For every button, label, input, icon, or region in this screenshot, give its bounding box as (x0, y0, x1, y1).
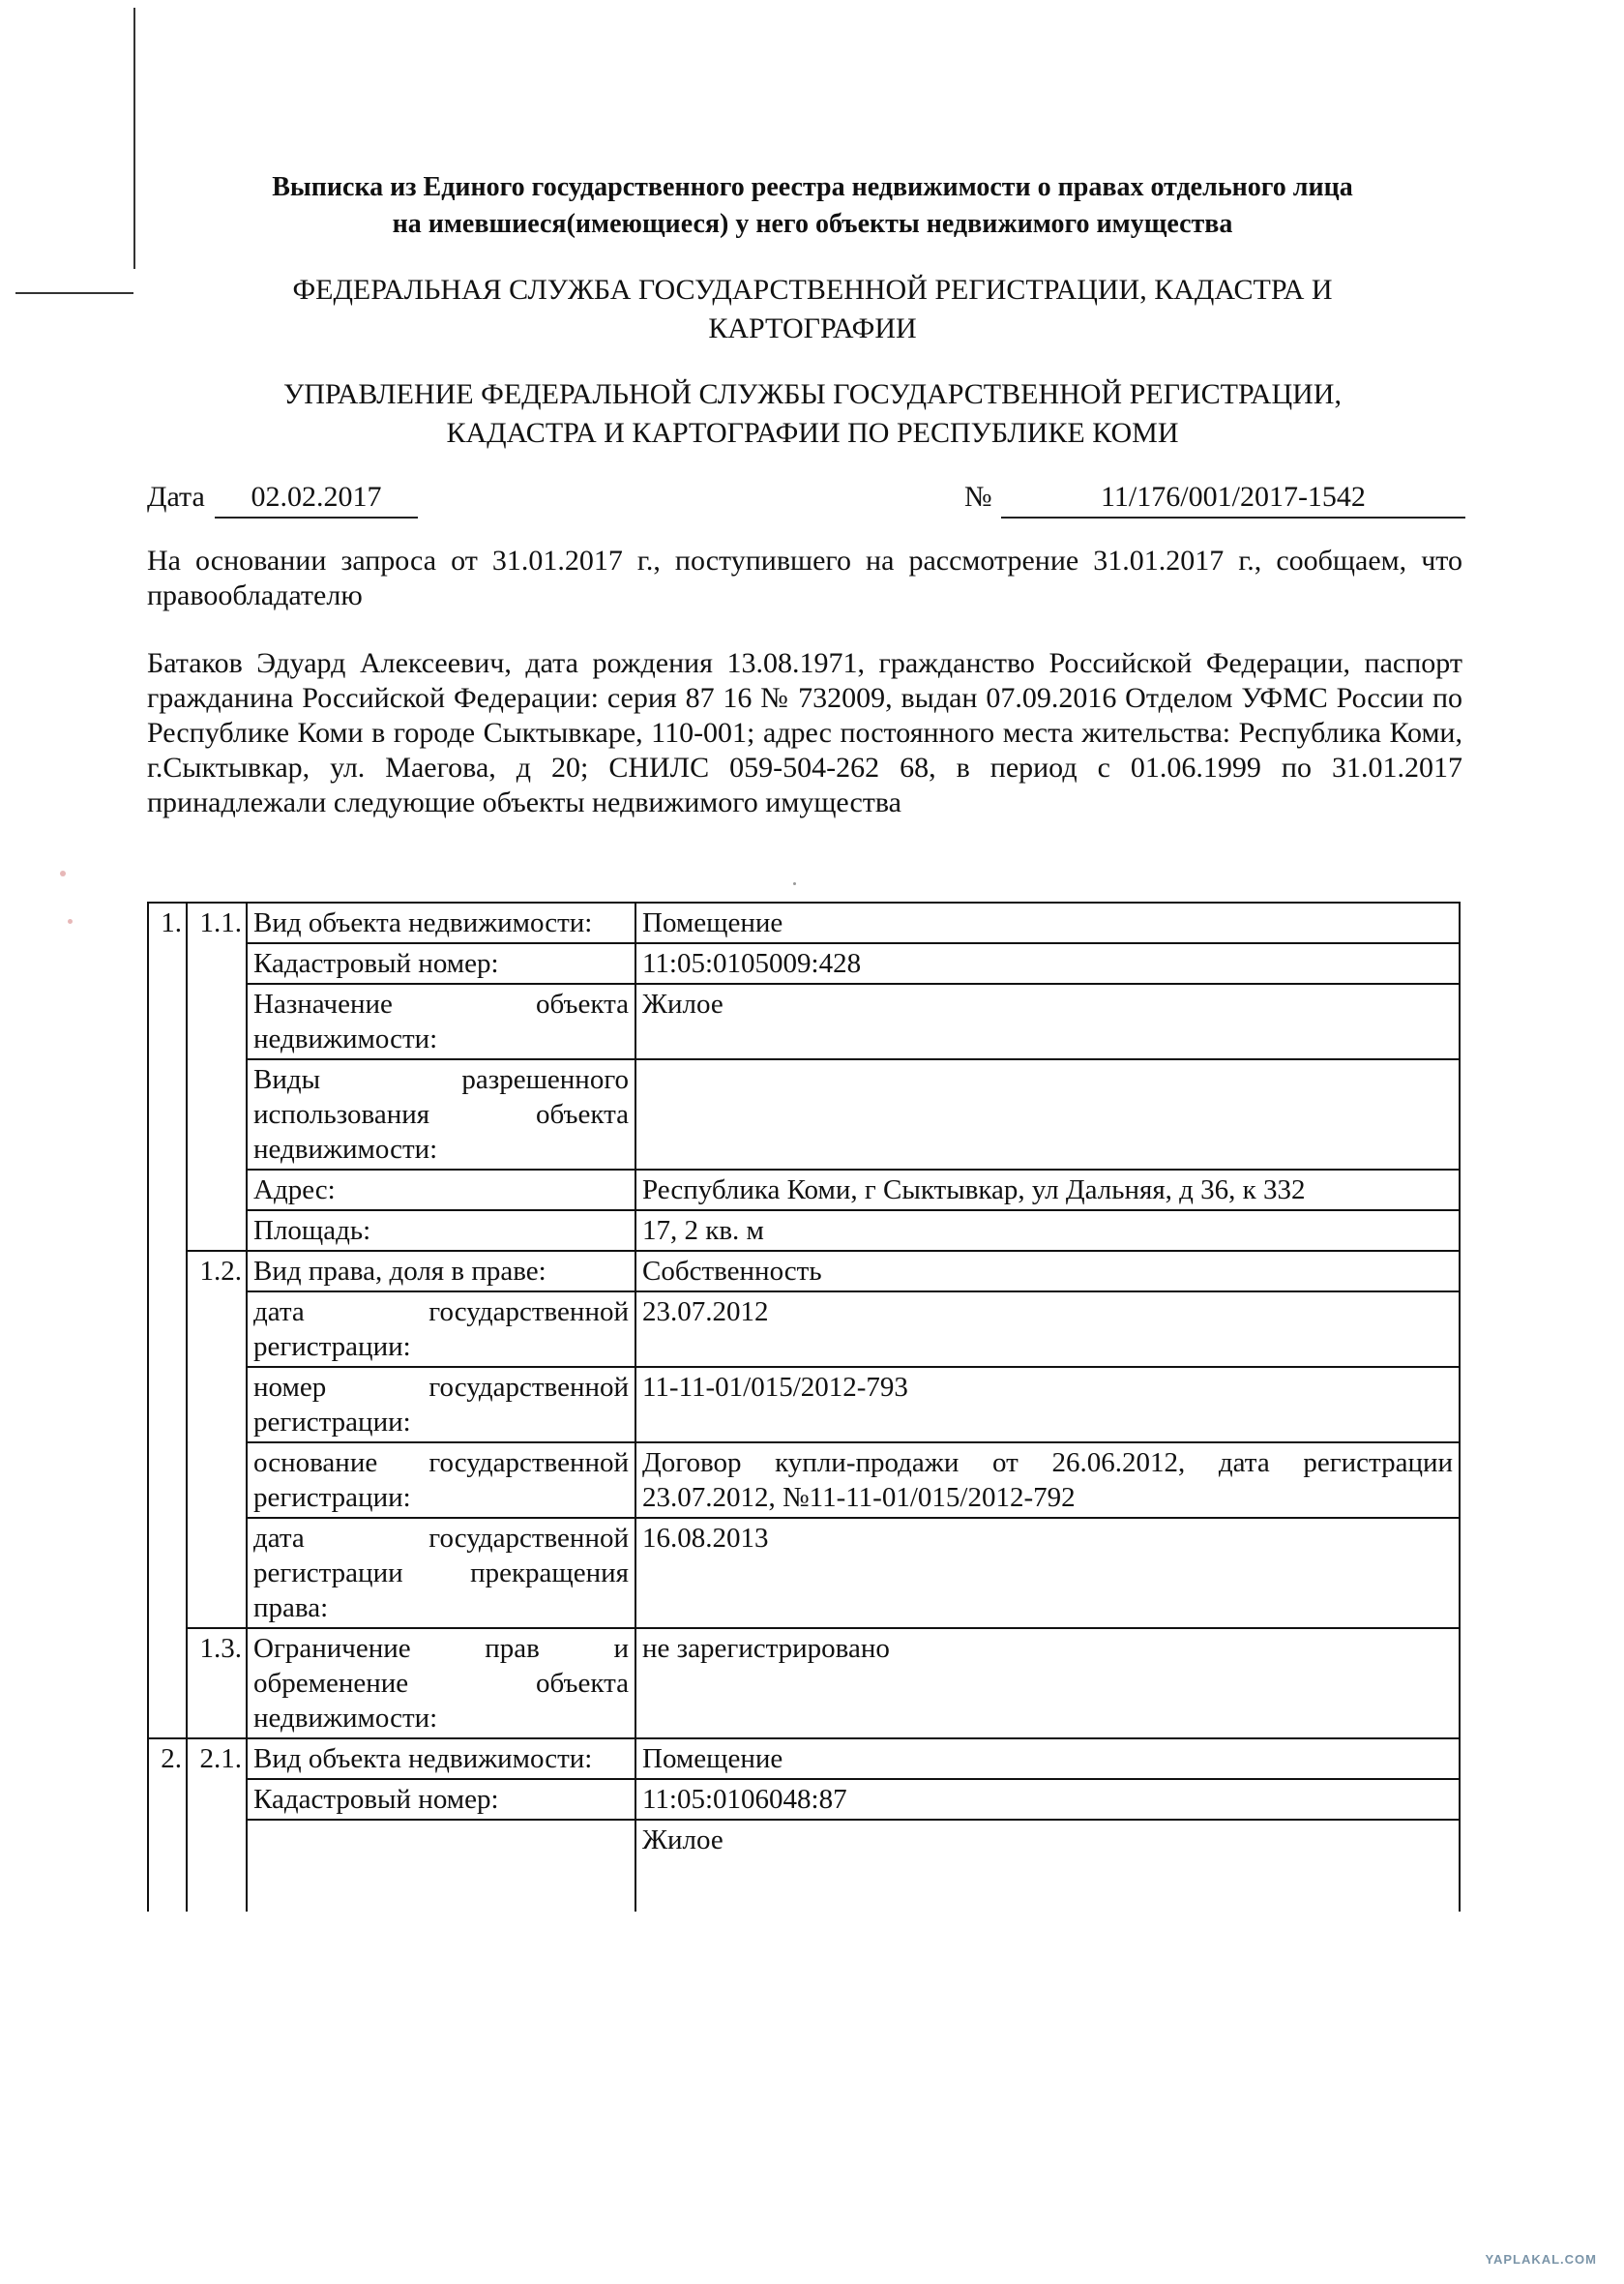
group-number-cell (187, 1367, 247, 1442)
field-label-cell (247, 1170, 635, 1210)
field-label-cell (247, 1367, 635, 1442)
group-number-cell: 1.2. (187, 1251, 247, 1291)
table-row (148, 1170, 1460, 1210)
field-value: Помещение (642, 1743, 783, 1774)
field-label-cell (247, 1820, 635, 1912)
group-number-cell: 1.3. (187, 1628, 247, 1738)
paper-speck (793, 882, 796, 885)
records-table (147, 902, 1461, 1912)
field-value-cell (635, 1210, 1460, 1251)
record-number-cell: 1. (148, 903, 187, 943)
field-label-cell (247, 1738, 635, 1779)
field-label: основание государственной регистрации: (253, 1447, 629, 1513)
field-value-cell (635, 1779, 1460, 1820)
field-label-cell (247, 943, 635, 984)
field-value: Жилое (642, 1824, 723, 1855)
group-number-cell (187, 943, 247, 984)
field-label-cell (247, 1251, 635, 1291)
document-title (145, 169, 1480, 243)
field-value-cell (635, 1518, 1460, 1628)
field-value: Договор купли-продажи от 26.06.2012, дата регистрации 23.07.2012, №11-11-01/015/2012-792 (642, 1447, 1453, 1513)
group-number-cell (187, 1291, 247, 1367)
field-value-cell (635, 1628, 1460, 1738)
field-value-cell (635, 1820, 1460, 1912)
record-number-cell (148, 1779, 187, 1820)
field-label: Площадь: (253, 1215, 371, 1246)
date-label: Дата (147, 481, 205, 513)
table-row (148, 1251, 1460, 1291)
record-number-cell (148, 1628, 187, 1738)
field-label: Адрес: (253, 1174, 336, 1205)
record-number-cell (148, 943, 187, 984)
field-value: Республика Коми, г Сыктывкар, ул Дальняя, д 36, к 332 (642, 1174, 1306, 1205)
field-value: 16.08.2013 (642, 1523, 769, 1554)
holder-paragraph: Батаков Эдуард Алексеевич, дата рождения 13.08.1971, гражданство Российской Федерации, паспорт гражданина Российской Федерации: серия 87 16 № 732009, выдан 07.09.2016 Отделом УФМС России по Республике Коми в городе Сыктывкаре, 110-001; адрес постоянного места жительства: Республика Коми, г.Сыктывкар, ул. Маегова, д 20; СНИЛС 059-504-262 68, в период с 01.06.1999 по 31.01.2017 принадлежали следующие объекты недвижимого имущества (147, 647, 1462, 818)
group-number-cell: 1.1. (187, 903, 247, 943)
field-label-cell (247, 984, 635, 1059)
table-row (148, 903, 1460, 943)
table-row (148, 1291, 1460, 1367)
table-row (148, 984, 1460, 1059)
field-label: Кадастровый номер: (253, 1784, 499, 1815)
table-row (148, 1820, 1460, 1912)
field-label: Ограничение прав и обременение объекта недвижимости: (253, 1633, 629, 1734)
document-title-line-2: на имевшиеся(имеющиеся) у него объекты недвижимого имущества (392, 209, 1233, 239)
group-number-cell (187, 1820, 247, 1912)
margin-vertical-line (133, 8, 135, 269)
date-value: 02.02.2017 (215, 478, 418, 519)
field-label-cell (247, 1442, 635, 1518)
field-label-cell (247, 903, 635, 943)
watermark: YAPLAKAL.COM (1485, 2252, 1597, 2267)
record-number-cell (148, 1518, 187, 1628)
field-label-cell (247, 1628, 635, 1738)
office-name-line-2: КАДАСТРА И КАРТОГРАФИИ ПО РЕСПУБЛИКЕ КОМИ (446, 417, 1179, 449)
field-value-cell (635, 1291, 1460, 1367)
field-value-cell (635, 1059, 1460, 1170)
field-value-cell (635, 1738, 1460, 1779)
table-row (148, 1779, 1460, 1820)
field-value-cell (635, 1170, 1460, 1210)
table-row (148, 1738, 1460, 1779)
table-row (148, 1442, 1460, 1518)
record-number-cell (148, 1820, 187, 1912)
field-value: Жилое (642, 989, 723, 1020)
number-label: № (964, 481, 992, 513)
field-label: Назначение объекта недвижимости: (253, 989, 629, 1054)
table-row (148, 1518, 1460, 1628)
record-number-cell (148, 1291, 187, 1367)
record-number-cell (148, 1442, 187, 1518)
record-number-cell (148, 1170, 187, 1210)
field-label: Кадастровый номер: (253, 948, 499, 979)
field-label-cell (247, 1779, 635, 1820)
field-value: не зарегистрировано (642, 1633, 890, 1664)
table-row (148, 1628, 1460, 1738)
paper-speck (60, 871, 66, 876)
record-number-cell: 2. (148, 1738, 187, 1779)
group-number-cell: 2.1. (187, 1738, 247, 1779)
record-number-cell (148, 1210, 187, 1251)
field-value-cell (635, 1251, 1460, 1291)
group-number-cell (187, 1059, 247, 1170)
margin-horizontal-line (15, 292, 133, 294)
field-value: 17, 2 кв. м (642, 1215, 764, 1246)
group-number-cell (187, 984, 247, 1059)
record-number-cell (148, 1059, 187, 1170)
number-value: 11/176/001/2017-1542 (1001, 478, 1465, 519)
field-value: Собственность (642, 1256, 822, 1287)
field-label: Виды разрешенного использования объекта недвижимости: (253, 1064, 629, 1165)
group-number-cell (187, 1779, 247, 1820)
field-label: дата государственной регистрации прекращения права: (253, 1523, 629, 1623)
document-title-line-1: Выписка из Единого государственного реестра недвижимости о правах отдельного лица (272, 172, 1353, 202)
field-label: Вид объекта недвижимости: (253, 1743, 593, 1774)
field-label-cell (247, 1210, 635, 1251)
field-value-cell (635, 1367, 1460, 1442)
records-body (148, 903, 1460, 1912)
field-value-cell (635, 903, 1460, 943)
table-row (148, 943, 1460, 984)
office-name-line-1: УПРАВЛЕНИЕ ФЕДЕРАЛЬНОЙ СЛУЖБЫ ГОСУДАРСТВЕННОЙ РЕГИСТРАЦИИ, (283, 378, 1342, 410)
record-number-cell (148, 984, 187, 1059)
table-row (148, 1367, 1460, 1442)
intro-paragraph: На основании запроса от 31.01.2017 г., поступившего на рассмотрение 31.01.2017 г., сообщаем, что правообладателю (147, 545, 1462, 611)
field-label-cell (247, 1291, 635, 1367)
record-number-cell (148, 1367, 187, 1442)
field-label: дата государственной регистрации: (253, 1296, 629, 1362)
field-label-cell (247, 1059, 635, 1170)
field-value: 23.07.2012 (642, 1296, 769, 1327)
group-number-cell (187, 1170, 247, 1210)
record-number-cell (148, 1251, 187, 1291)
table-row (148, 1210, 1460, 1251)
agency-name-line-2: КАРТОГРАФИИ (708, 312, 917, 344)
group-number-cell (187, 1210, 247, 1251)
table-row (148, 1059, 1460, 1170)
field-value: 11-11-01/015/2012-793 (642, 1372, 908, 1403)
field-value-cell (635, 943, 1460, 984)
field-label: Вид права, доля в праве: (253, 1256, 546, 1287)
agency-name-line-1: ФЕДЕРАЛЬНАЯ СЛУЖБА ГОСУДАРСТВЕННОЙ РЕГИСТРАЦИИ, КАДАСТРА И (292, 274, 1333, 306)
office-name (145, 375, 1480, 453)
field-value-cell (635, 1442, 1460, 1518)
agency-name (145, 271, 1480, 348)
paper-speck (68, 919, 73, 924)
field-value: 11:05:0105009:428 (642, 948, 862, 979)
group-number-cell (187, 1442, 247, 1518)
group-number-cell (187, 1518, 247, 1628)
field-value: Помещение (642, 907, 783, 938)
field-value-cell (635, 984, 1460, 1059)
field-label-cell (247, 1518, 635, 1628)
field-label: номер государственной регистрации: (253, 1372, 629, 1438)
field-value: 11:05:0106048:87 (642, 1784, 847, 1815)
field-label: Вид объекта недвижимости: (253, 907, 593, 938)
